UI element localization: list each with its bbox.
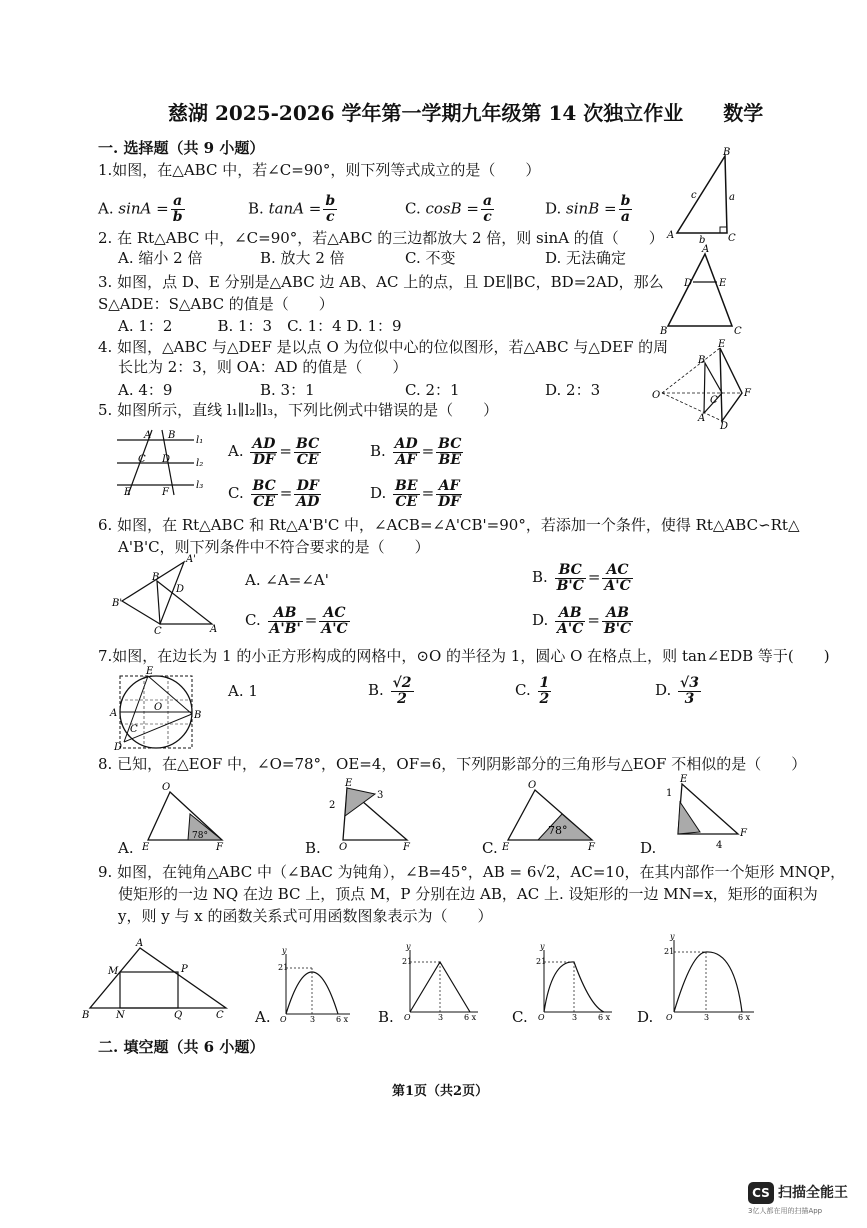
svg-text:B: B — [168, 430, 176, 441]
svg-text:B: B — [194, 710, 202, 721]
q6-option-c: C. $\frac{AB}{A'B'}$ = $\frac{AC}{A'C}$ — [245, 604, 348, 637]
svg-text:F: F — [403, 842, 410, 853]
q9-option-d-label: D. — [637, 1008, 654, 1026]
q5-option-c: C. $\frac{BC}{CE}$ = $\frac{DF}{AD}$ — [228, 477, 320, 510]
svg-text:A: A — [667, 230, 675, 241]
svg-text:C: C — [130, 724, 138, 735]
q9-stem-line3: y，则 y 与 x 的函数关系式可用函数图象表示为（ ） — [118, 907, 493, 925]
svg-text:C: C — [710, 395, 718, 406]
q4-stem-line2: 长比为 2：3，则 OA：AD 的值是（ ） — [118, 358, 408, 376]
q8-angle-label-a: 78° — [192, 831, 208, 841]
svg-text:D: D — [720, 421, 729, 432]
svg-text:6 x: 6 x — [738, 1013, 751, 1022]
q3-stem-line2: S△ADE：S△ABC 的值是（ ） — [98, 295, 334, 313]
svg-text:4: 4 — [716, 840, 723, 851]
svg-text:O: O — [154, 702, 163, 713]
svg-text:D: D — [684, 278, 693, 289]
svg-text:C: C — [728, 233, 736, 244]
svg-text:O: O — [339, 842, 348, 853]
q9-rectangle-in-triangle-figure — [78, 938, 238, 1026]
svg-text:l₁: l₁ — [196, 435, 204, 446]
q4-stem-line1: 4. 如图，△ABC 与△DEF 是以点 O 为位似中心的位似图形，若△ABC 与△DEF 的周 — [98, 338, 669, 356]
svg-text:M: M — [108, 966, 119, 977]
q3-options: A. 1：2 B. 1：3 C. 1：4 D. 1：9 — [118, 317, 402, 335]
svg-text:2: 2 — [329, 800, 336, 811]
svg-text:D: D — [176, 584, 185, 595]
svg-text:B': B' — [112, 598, 123, 609]
svg-text:B: B — [152, 572, 160, 583]
q8-option-b-label: B. — [305, 839, 321, 857]
scanner-watermark — [748, 1180, 860, 1222]
svg-text:C: C — [154, 626, 162, 637]
watermark-subtitle: 3亿人都在用的扫描App — [748, 1207, 823, 1215]
q8-option-a-label: A. — [118, 839, 134, 857]
svg-text:F: F — [162, 487, 169, 498]
svg-text:y: y — [282, 946, 287, 955]
svg-text:E: E — [718, 339, 726, 350]
q8-figure-c — [500, 778, 605, 853]
q6-stem-line2: A'B'C，则下列条件中不符合要求的是（ ） — [118, 538, 430, 556]
svg-text:1: 1 — [666, 788, 673, 799]
q8-option-c-label: C. — [482, 839, 498, 857]
q9-graph-a — [276, 946, 356, 1024]
svg-text:21: 21 — [664, 947, 675, 956]
q4-homothety-figure — [650, 339, 760, 432]
svg-text:P: P — [181, 964, 188, 975]
watermark-logo: CS — [748, 1182, 774, 1204]
q1-stem: 1.如图，在△ABC 中，若∠C=90°，则下列等式成立的是（ ） — [98, 161, 541, 179]
page-footer: 第1页（共2页） — [392, 1084, 489, 1099]
q1-option-c: C. cosB = $\frac{a}{c}$ — [405, 193, 493, 225]
svg-text:D: D — [114, 742, 123, 753]
q8-angle-label-c: 78° — [548, 824, 568, 837]
svg-text:E: E — [502, 842, 510, 853]
svg-text:B: B — [723, 147, 731, 158]
svg-text:B: B — [660, 326, 668, 337]
q9-option-a-label: A. — [255, 1008, 271, 1026]
q4-option-d: D. 2：3 — [545, 381, 601, 399]
q8-figure-d — [660, 774, 760, 854]
q4-option-c: C. 2：1 — [405, 381, 460, 399]
q9-option-c-label: C. — [512, 1008, 528, 1026]
svg-text:3: 3 — [438, 1013, 444, 1022]
svg-text:F: F — [740, 828, 747, 839]
q7-option-d: D. $\frac{√3}{3}$ — [655, 674, 699, 707]
q2-option-a: A. 缩小 2 倍 — [118, 249, 203, 267]
q7-option-b: B. $\frac{√2}{2}$ — [368, 674, 412, 707]
svg-text:b: b — [699, 235, 706, 246]
svg-text:O: O — [280, 1015, 287, 1024]
q2-stem: 2. 在 Rt△ABC 中，∠C=90°，若△ABC 的三边都放大 2 倍，则 sinA 的值（ ） — [98, 229, 664, 247]
svg-text:c: c — [691, 190, 697, 201]
q5-stem: 5. 如图所示，直线 l₁∥l₂∥l₃，下列比例式中错误的是（ ） — [98, 401, 499, 419]
q4-option-a: A. 4：9 — [118, 381, 173, 399]
svg-text:E: E — [142, 842, 150, 853]
svg-text:y: y — [670, 932, 675, 941]
svg-text:E: E — [680, 774, 688, 785]
q7-stem: 7.如图，在边长为 1 的小正方形构成的网格中，⊙O 的半径为 1，圆心 O 在格点上，则 tan∠EDB 等于( ) — [98, 647, 830, 665]
svg-text:C: C — [138, 454, 146, 465]
q3-triangle-figure — [660, 244, 745, 338]
svg-text:A: A — [136, 938, 144, 949]
q1-option-b: B. tanA = $\frac{b}{c}$ — [248, 193, 336, 225]
svg-text:B: B — [698, 355, 706, 366]
svg-text:O: O — [404, 1013, 411, 1022]
svg-text:6 x: 6 x — [336, 1015, 349, 1024]
svg-text:3: 3 — [310, 1015, 316, 1024]
q9-graph-d — [662, 932, 762, 1022]
svg-text:6 x: 6 x — [598, 1013, 611, 1022]
q9-stem-line1: 9. 如图，在钝角△ABC 中（∠BAC 为钝角），∠B=45°，AB = 6√2，AC=10，在其内部作一个矩形 MNQP， — [98, 863, 846, 881]
svg-text:y: y — [406, 942, 411, 951]
q5-option-b: B. $\frac{AD}{AF}$ = $\frac{BC}{BE}$ — [370, 435, 462, 468]
svg-text:O: O — [162, 782, 171, 793]
q9-stem-line2: 使矩形的一边 NQ 在边 BC 上，顶点 M，P 分别在边 AB，AC 上. 设矩形的一边 MN=x，矩形的面积为 — [118, 885, 818, 903]
svg-text:C: C — [734, 326, 742, 337]
svg-text:A: A — [144, 430, 152, 441]
q1-option-d: D. sinB = $\frac{b}{a}$ — [545, 193, 631, 225]
q5-option-a: A. $\frac{AD}{DF}$ = $\frac{BC}{CE}$ — [228, 435, 320, 468]
q6-stem-line1: 6. 如图，在 Rt△ABC 和 Rt△A'B'C 中，∠ACB=∠A'CB'=90°，若添加一个条件，使得 Rt△ABC∽Rt△ — [98, 516, 800, 534]
q6-option-d: D. $\frac{AB}{A'C}$ = $\frac{AB}{B'C}$ — [532, 604, 632, 637]
q5-option-d: D. $\frac{BE}{CE}$ = $\frac{AF}{DF}$ — [370, 477, 461, 510]
watermark-name: 扫描全能王 — [778, 1185, 848, 1201]
q6-triangles-figure — [112, 556, 232, 636]
svg-text:3: 3 — [572, 1013, 578, 1022]
svg-text:F: F — [216, 842, 223, 853]
q2-option-c: C. 不变 — [405, 249, 456, 267]
svg-text:3: 3 — [377, 790, 384, 801]
svg-text:Q: Q — [174, 1010, 183, 1021]
svg-text:O: O — [666, 1013, 673, 1022]
q9-option-b-label: B. — [378, 1008, 394, 1026]
q8-figure-a — [140, 782, 235, 852]
q9-graph-b — [400, 942, 485, 1022]
svg-text:E: E — [719, 278, 727, 289]
svg-text:O: O — [528, 780, 537, 791]
q5-parallel-lines-figure — [112, 425, 207, 500]
svg-text:A: A — [210, 624, 218, 635]
svg-text:3: 3 — [704, 1013, 710, 1022]
svg-text:21: 21 — [402, 957, 413, 966]
svg-text:l₃: l₃ — [196, 480, 204, 491]
svg-text:D: D — [162, 454, 171, 465]
q8-option-d-label: D. — [640, 839, 657, 857]
svg-text:a: a — [729, 192, 735, 203]
q6-option-a: A. ∠A=∠A' — [245, 571, 329, 589]
q9-graph-c — [534, 942, 619, 1022]
q7-grid-circle-figure — [108, 668, 203, 753]
q3-stem-line1: 3. 如图，点 D、E 分别是△ABC 边 AB、AC 上的点，且 DE∥BC，BD=2AD，那么 — [98, 273, 664, 291]
svg-text:l₂: l₂ — [196, 458, 204, 469]
svg-text:E: E — [124, 487, 132, 498]
q8-stem: 8. 已知，在△EOF 中，∠O=78°，OE=4，OF=6，下列阴影部分的三角形与△EOF 不相似的是（ ） — [98, 755, 807, 773]
svg-text:y: y — [540, 942, 545, 951]
q4-option-b: B. 3：1 — [260, 381, 315, 399]
q1-triangle-figure — [665, 147, 745, 246]
section-fill-heading: 二. 填空题（共 6 小题） — [98, 1038, 265, 1056]
svg-text:A: A — [110, 708, 118, 719]
svg-text:E: E — [146, 666, 154, 677]
svg-text:O: O — [538, 1013, 545, 1022]
svg-text:E: E — [345, 778, 353, 789]
q8-figure-b — [325, 776, 420, 851]
svg-text:F: F — [744, 388, 751, 399]
svg-text:A': A' — [186, 554, 196, 565]
svg-text:F: F — [588, 842, 595, 853]
svg-text:C: C — [216, 1010, 224, 1021]
q1-option-a: A. sinA = $\frac{a}{b}$ — [98, 193, 183, 225]
q7-option-a: A. 1 — [228, 682, 258, 700]
svg-text:A: A — [702, 244, 710, 255]
page-title: 慈湖 2025-2026 学年第一学期九年级第 14 次独立作业 数学 — [168, 101, 764, 125]
q2-option-d: D. 无法确定 — [545, 249, 627, 267]
svg-text:21: 21 — [278, 963, 289, 972]
q2-option-b: B. 放大 2 倍 — [260, 249, 345, 267]
q6-option-b: B. $\frac{BC}{B'C}$ = $\frac{AC}{A'C}$ — [532, 561, 631, 594]
svg-text:O: O — [652, 390, 661, 401]
q7-option-c: C. $\frac{1}{2}$ — [515, 674, 550, 707]
svg-text:B: B — [82, 1010, 90, 1021]
svg-text:6 x: 6 x — [464, 1013, 477, 1022]
svg-text:N: N — [116, 1010, 125, 1021]
svg-text:21: 21 — [536, 957, 547, 966]
svg-text:A: A — [698, 413, 706, 424]
section-choice-heading: 一. 选择题（共 9 小题） — [98, 139, 265, 157]
